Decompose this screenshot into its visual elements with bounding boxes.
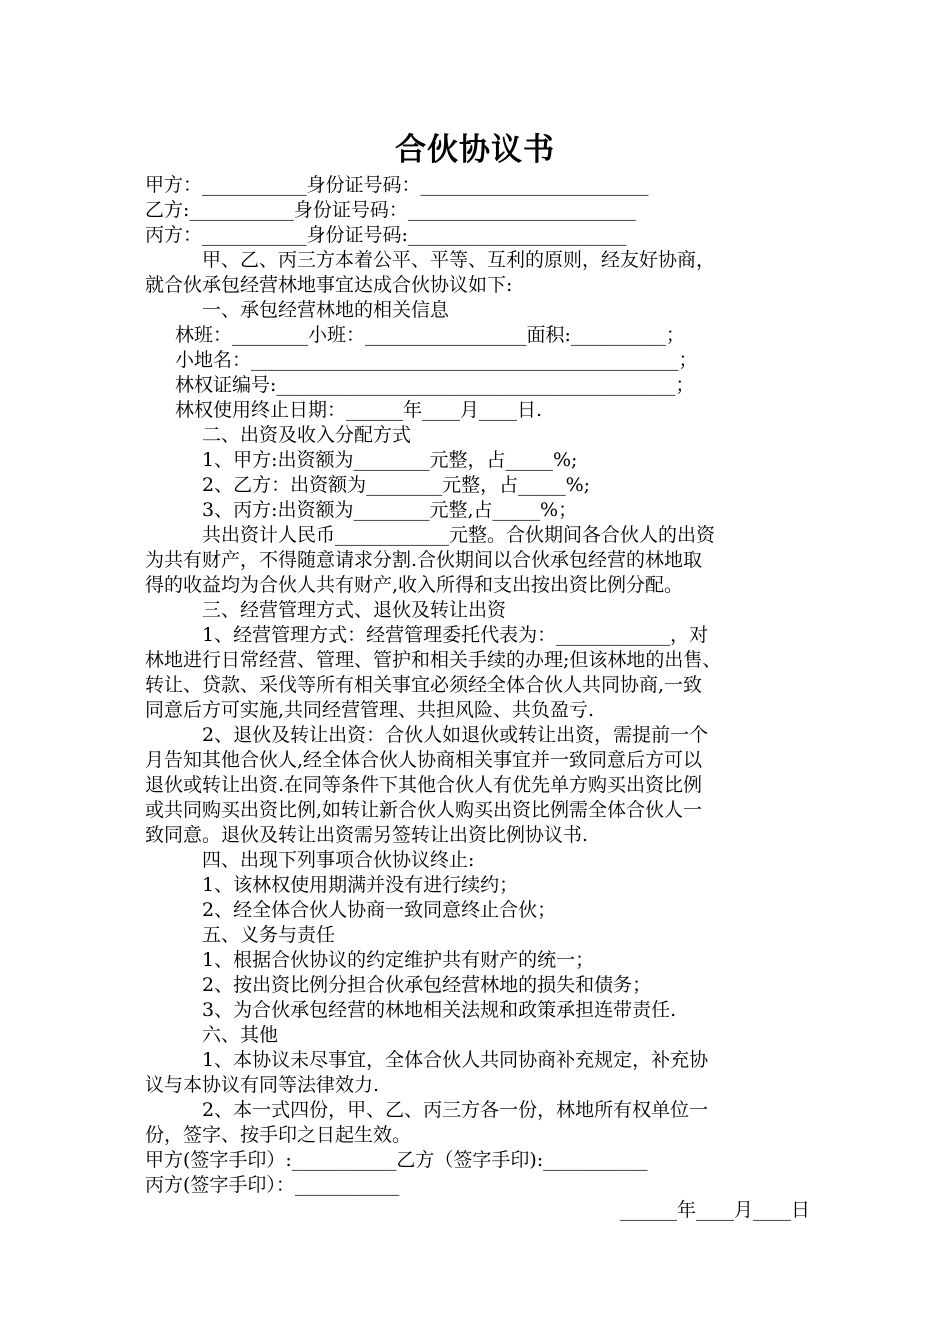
document-line: 或共同购买出资比例,如转让新合伙人购买出资比例需全体合伙人一 — [145, 799, 703, 821]
document-line: 1、根据合伙协议的约定维护共有财产的统一； — [202, 949, 595, 971]
document-line: 丙方：___________身份证号码:_______________________ — [145, 224, 627, 246]
document-line: 甲方(签字手印）:___________乙方（签字手印):___________ — [145, 1149, 648, 1171]
document-line: 二、出资及收入分配方式 — [202, 424, 412, 446]
document-title: 合伙协议书 — [395, 132, 555, 168]
document-body — [145, 173, 810, 1223]
document-line: 六、其他 — [202, 1024, 279, 1046]
document-line: 退伙或转让出资.在同等条件下其他合伙人有优先单方购买出资比例 — [145, 774, 703, 796]
document-line: 一、承包经营林地的相关信息 — [202, 299, 450, 321]
document-line: 五、义务与责任 — [202, 924, 336, 946]
document-line: 林地进行日常经营、管理、管护和相关手续的办理;但该林地的出售、 — [145, 649, 722, 671]
document-line: 份，签字、按手印之日起生效。 — [145, 1124, 412, 1146]
document-line: 为共有财产，不得随意请求分割.合伙期间以合伙承包经营的林地取 — [145, 549, 703, 571]
document-line: 丙方(签字手印）：___________ — [145, 1174, 400, 1196]
document-line: 1、本协议未尽事宜，全体合伙人共同协商补充规定，补充协 — [202, 1049, 709, 1071]
document-line: 3、为合伙承包经营的林地相关法规和政策承担连带责任. — [202, 999, 677, 1021]
document-line: 林权证编号:__________________________________________； — [175, 374, 695, 396]
document-line: 就合伙承包经营林地事宜达成合伙协议如下: — [145, 274, 513, 296]
document-line: 2、按出资比例分担合伙承包经营林地的损失和债务； — [202, 974, 652, 996]
document-line: 2、退伙及转让出资：合伙人如退伙或转让出资，需提前一个 — [202, 724, 709, 746]
document-line: ______年____月____日 — [619, 1199, 810, 1221]
document-line: 得的收益均为合伙人共有财产,收入所得和支出按出资比例分配。 — [145, 574, 684, 596]
document-line: 3、丙方:出资额为________元整,占_____%； — [202, 499, 578, 521]
document-line: 致同意。退伙及转让出资需另签转让出资比例协议书. — [145, 824, 589, 846]
document-line: 同意后方可实施,共同经营管理、共担风险、共负盈亏. — [145, 699, 595, 721]
document-line: 2、经全体合伙人协商一致同意终止合伙； — [202, 899, 557, 921]
document-line: 林班：________小班：_________________面积:__________； — [175, 324, 685, 346]
document-line: 1、甲方:出资额为________元整，占_____%; — [202, 449, 578, 471]
document-line: 月告知其他合伙人,经全体合伙人协商相关事宜并一致同意后方可以 — [145, 749, 703, 771]
document-line: 1、该林权使用期满并没有进行续约； — [202, 874, 519, 896]
document-line: 1、经营管理方式：经营管理委托代表为：____________，对 — [202, 624, 709, 646]
document-line: 议与本协议有同等法律效力. — [145, 1074, 380, 1096]
document-line: 2、本一式四份，甲、乙、丙三方各一份，林地所有权单位一 — [202, 1099, 709, 1121]
document-line: 转让、贷款、采伐等所有相关事宜必须经全体合伙人共同协商,一致 — [145, 674, 703, 696]
document-line: 乙方:___________身份证号码：________________________ — [145, 199, 636, 221]
document-line: 小地名：_____________________________________________； — [175, 349, 698, 371]
document-line: 甲方：___________身份证号码：________________________ — [145, 174, 649, 196]
document-line: 甲、乙、丙三方本着公平、平等、互利的原则，经友好协商， — [202, 249, 716, 271]
document-line: 四、出现下列事项合伙协议终止: — [202, 849, 475, 871]
document-line: 三、经营管理方式、退伙及转让出资 — [202, 599, 507, 621]
document-line: 林权使用终止日期：______年____月____日. — [175, 399, 543, 421]
document-line: 2、乙方：出资额为________元整，占_____%; — [202, 474, 591, 496]
document-line: 共出资计人民币____________元整。合伙期间各合伙人的出资 — [202, 524, 716, 546]
